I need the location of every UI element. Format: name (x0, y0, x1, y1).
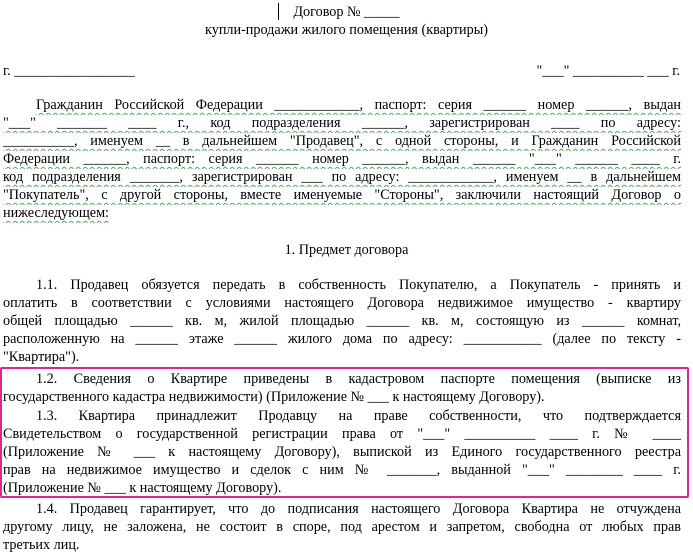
clause-1-4-line-2: другому лицу, не заложена, не состоит в споре, под арестом и запретом, свободна от любых прав (3, 519, 681, 535)
parties-line-2: "___" _______ ____ г., код подразделения ______, зарегистрирован ____ по адресу: (3, 115, 681, 131)
clause-1-1-line-3: общей площадью ______ кв. м, жилой площадью ______ кв. м, состоящую из ______ комнат, (3, 313, 681, 329)
section-1-heading: 1. Предмет договора (284, 242, 409, 258)
clause-1-1-line-4: расположенную на ______ этаже ______ жилого дома по адресу: ___________ (далее по тексту - (3, 331, 681, 347)
date-field: "___" __________ ___ г. (536, 63, 680, 79)
parties-line-7: нижеследующем: (3, 205, 109, 221)
clause-1-4-line-1: 1.4. Продавец гарантирует, что до подписания настоящего Договора Квартира не отчуждена (36, 501, 681, 517)
clause-1-3-line-3: (Приложение № ___ к настоящему Договору), выпиской из Единого государственного реестра (3, 444, 681, 460)
parties-line-3: __________, именуем __ в дальнейшем "Продавец", с одной стороны, и Гражданин Российской (3, 133, 681, 149)
place-field: г. _________________ (3, 63, 135, 79)
highlight-box (0, 367, 689, 498)
clause-1-3-line-1: 1.3. Квартира принадлежит Продавцу на праве собственности, что подтверждается (36, 408, 681, 424)
parties-line-1: Гражданин Российской Федерации ____________, паспорт: серия ______ номер ______, выдан (36, 97, 681, 113)
clause-1-2-line-1: 1.2. Сведения о Квартире приведены в кадастровом паспорте помещения (выписке из (36, 371, 681, 387)
clause-1-3-line-5: (Приложение № ___ к настоящему Договору). (3, 480, 282, 496)
contract-title: Договор № _____ (293, 4, 400, 20)
clause-1-2-line-2: государственного кадастра недвижимости) (Приложение № ___ к настоящему Договору). (3, 389, 545, 405)
clause-1-1-line-2: оплатить в соответствии с условиями настоящего Договора недвижимое имущество - квартиру (3, 295, 681, 311)
parties-line-6: "Покупатель", с другой стороны, вместе именуемые "Стороны", заключили настоящий Договор о (3, 187, 681, 203)
parties-line-4: Федерации ______, паспорт: серия ______ номер ______, выдан ______ "___" ______ ____ г. (3, 151, 681, 167)
clause-1-1-line-1: 1.1. Продавец обязуется передать в собственность Покупателю, а Покупатель - принять и (36, 277, 681, 293)
clause-1-4-line-3: третьих лиц. (3, 537, 80, 553)
clause-1-3-line-4: прав на недвижимое имущество и сделок с ним № _______, выданной "___" ________ ____ г. (3, 462, 681, 478)
contract-subtitle: купли-продажи жилого помещения (квартиры) (205, 22, 488, 38)
clause-1-1-line-5: "Квартира"). (3, 349, 80, 365)
clause-1-3-line-2: Свидетельством о государственной регистрации права от "___" __________ ____ г. № ____ (3, 426, 681, 442)
parties-line-5: код подразделения _______, зарегистрирован ___ по адресу: ____________, именуем __ в дальнейшем (3, 169, 681, 185)
